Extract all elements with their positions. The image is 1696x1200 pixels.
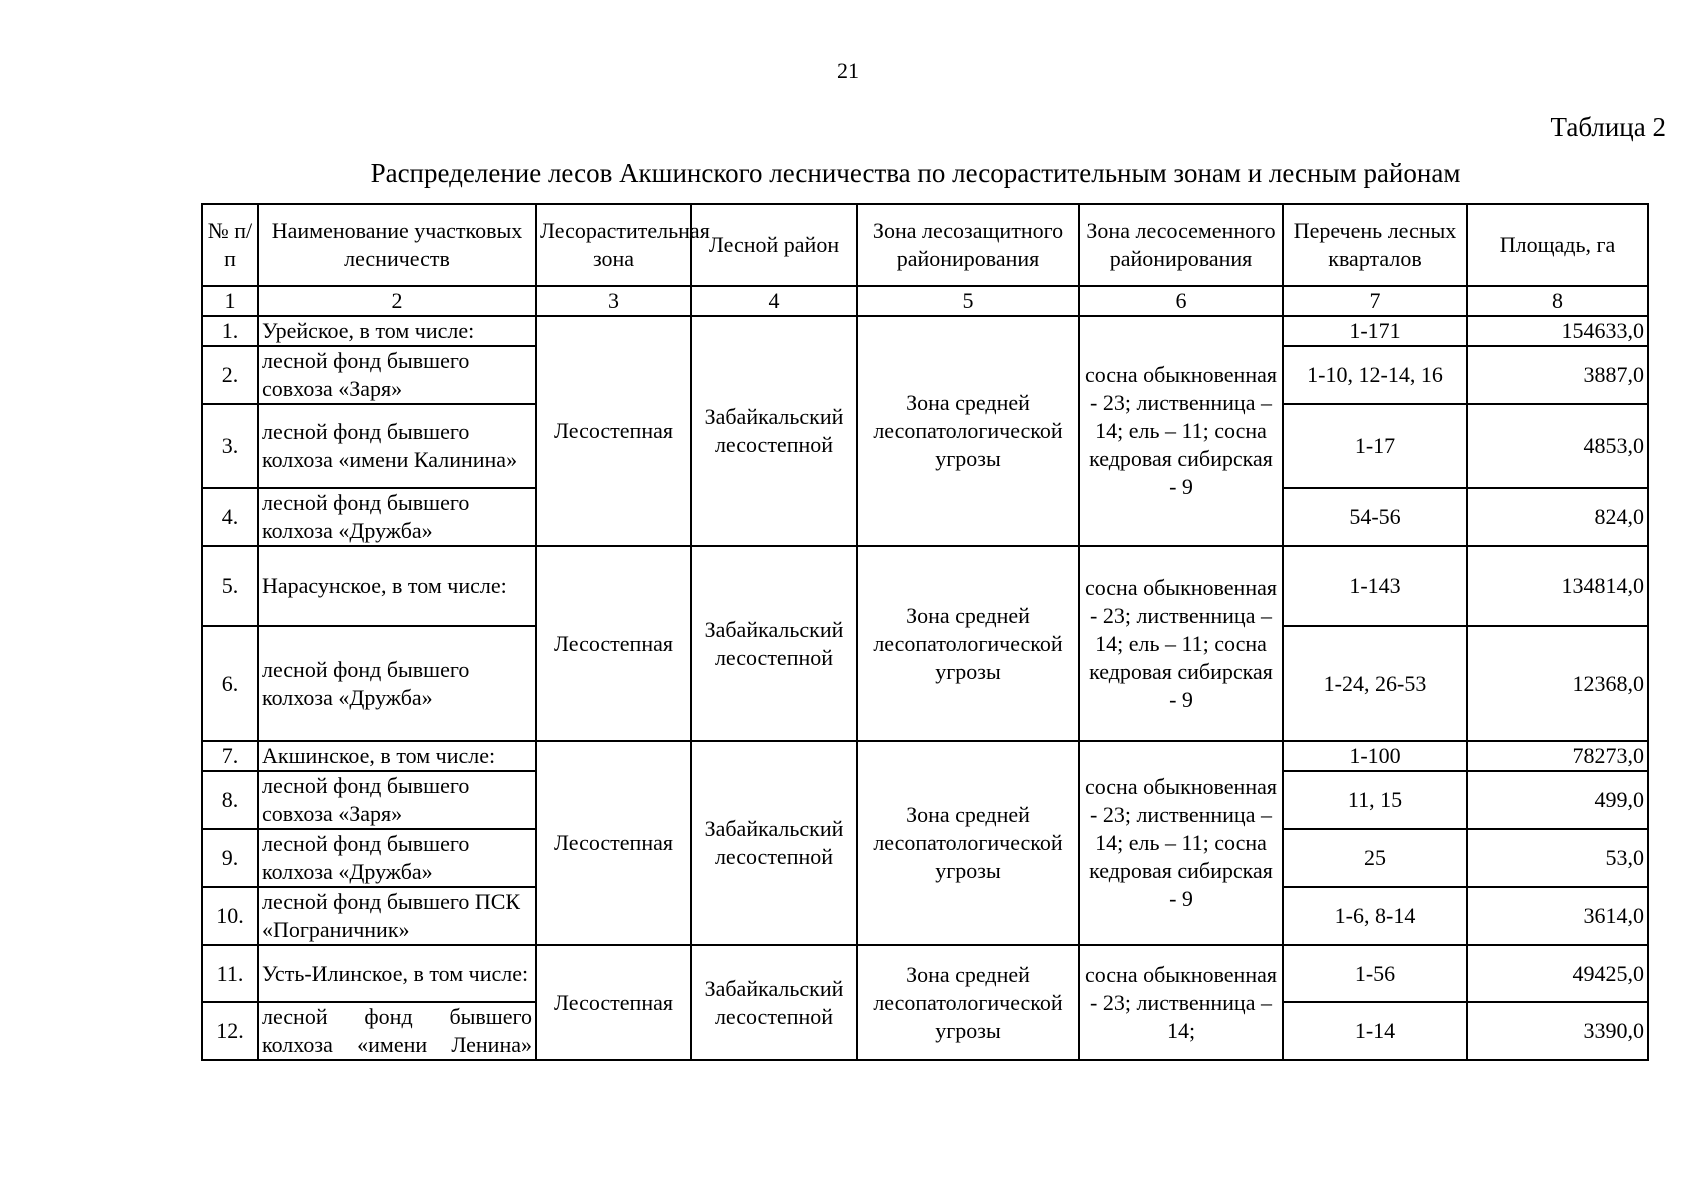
table-row xyxy=(202,546,1648,626)
forestry-name: Акшинское, в том числе: xyxy=(258,741,536,771)
row-number: 1. xyxy=(202,316,258,346)
quarters: 1-171 xyxy=(1283,316,1467,346)
header-number-row xyxy=(202,286,1648,316)
quarters: 11, 15 xyxy=(1283,771,1467,829)
protection-zone: Зона средней лесопатологической угрозы xyxy=(857,546,1079,741)
row-number: 10. xyxy=(202,887,258,945)
row-number: 11. xyxy=(202,945,258,1002)
quarters: 1-56 xyxy=(1283,945,1467,1002)
row-number: 5. xyxy=(202,546,258,626)
header-cell: Наименование участковых лесничеств xyxy=(258,204,536,286)
protection-zone: Зона средней лесопатологической угрозы xyxy=(857,316,1079,546)
page-number: 21 xyxy=(837,58,859,83)
quarters: 1-143 xyxy=(1283,546,1467,626)
forestry-name: Усть-Илинское, в том числе: xyxy=(258,945,536,1002)
forest-district: Забайкальский лесостепной xyxy=(691,945,857,1060)
quarters: 1-6, 8-14 xyxy=(1283,887,1467,945)
row-number: 12. xyxy=(202,1002,258,1060)
area: 824,0 xyxy=(1467,488,1648,546)
vegetation-zone: Лесостепная xyxy=(536,945,691,1060)
forestry-name: лесной фонд бывшего колхоза «Дружба» xyxy=(258,829,536,887)
forestry-name: лесной фонд бывшего ПСК «Пограничник» xyxy=(258,887,536,945)
header-number-cell: 5 xyxy=(857,286,1079,316)
header-number-cell: 1 xyxy=(202,286,258,316)
header-number-cell: 6 xyxy=(1079,286,1283,316)
header-cell: № п/п xyxy=(202,204,258,286)
row-number: 8. xyxy=(202,771,258,829)
quarters: 1-100 xyxy=(1283,741,1467,771)
area: 134814,0 xyxy=(1467,546,1648,626)
area: 12368,0 xyxy=(1467,626,1648,741)
table-row xyxy=(202,741,1648,771)
table-row xyxy=(202,316,1648,346)
area: 78273,0 xyxy=(1467,741,1648,771)
header-number-cell: 4 xyxy=(691,286,857,316)
vegetation-zone: Лесостепная xyxy=(536,546,691,741)
area: 49425,0 xyxy=(1467,945,1648,1002)
header-cell: Перечень лесных кварталов xyxy=(1283,204,1467,286)
quarters: 1-14 xyxy=(1283,1002,1467,1060)
header-number-cell: 7 xyxy=(1283,286,1467,316)
area: 4853,0 xyxy=(1467,404,1648,488)
quarters: 1-24, 26-53 xyxy=(1283,626,1467,741)
row-number: 2. xyxy=(202,346,258,404)
forestry-name: лесной фонд бывшего колхоза «Дружба» xyxy=(258,488,536,546)
header-row xyxy=(202,204,1648,286)
row-number: 9. xyxy=(202,829,258,887)
forest-district: Забайкальский лесостепной xyxy=(691,316,857,546)
seed-zone: сосна обыкновенная - 23; лиственница – 14; xyxy=(1079,945,1283,1060)
area: 3614,0 xyxy=(1467,887,1648,945)
forestry-name: Нарасунское, в том числе: xyxy=(258,546,536,626)
forest-district: Забайкальский лесостепной xyxy=(691,741,857,945)
vegetation-zone: Лесостепная xyxy=(536,741,691,945)
header-cell: Зона лесозащитного районирования xyxy=(857,204,1079,286)
header-number-cell: 8 xyxy=(1467,286,1648,316)
header-cell: Зона лесосеменного районирования xyxy=(1079,204,1283,286)
row-number: 7. xyxy=(202,741,258,771)
forestry-name: лесной фонд бывшего колхоза «имени Ленина» xyxy=(258,1002,536,1060)
row-number: 4. xyxy=(202,488,258,546)
quarters: 54-56 xyxy=(1283,488,1467,546)
seed-zone: сосна обыкновенная - 23; лиственница – 14; ель – 11; сосна кедровая сибирская - 9 xyxy=(1079,546,1283,741)
forestry-name: лесной фонд бывшего совхоза «Заря» xyxy=(258,771,536,829)
quarters: 1-17 xyxy=(1283,404,1467,488)
seed-zone: сосна обыкновенная - 23; лиственница – 14; ель – 11; сосна кедровая сибирская - 9 xyxy=(1079,741,1283,945)
seed-zone: сосна обыкновенная - 23; лиственница – 14; ель – 11; сосна кедровая сибирская - 9 xyxy=(1079,316,1283,546)
row-number: 3. xyxy=(202,404,258,488)
area: 3390,0 xyxy=(1467,1002,1648,1060)
forestry-name: лесной фонд бывшего совхоза «Заря» xyxy=(258,346,536,404)
table-row xyxy=(202,945,1648,1002)
forest-distribution-table xyxy=(201,203,1649,1061)
forestry-name: лесной фонд бывшего колхоза «Дружба» xyxy=(258,626,536,741)
protection-zone: Зона средней лесопатологической угрозы xyxy=(857,741,1079,945)
table-label: Таблица 2 xyxy=(1550,112,1666,142)
header-cell: Лесорастительная зона xyxy=(536,204,691,286)
header-number-cell: 2 xyxy=(258,286,536,316)
area: 53,0 xyxy=(1467,829,1648,887)
header-number-cell: 3 xyxy=(536,286,691,316)
vegetation-zone: Лесостепная xyxy=(536,316,691,546)
quarters: 1-10, 12-14, 16 xyxy=(1283,346,1467,404)
forestry-name: лесной фонд бывшего колхоза «имени Калинина» xyxy=(258,404,536,488)
header-cell: Лесной район xyxy=(691,204,857,286)
area: 499,0 xyxy=(1467,771,1648,829)
protection-zone: Зона средней лесопатологической угрозы xyxy=(857,945,1079,1060)
forest-district: Забайкальский лесостепной xyxy=(691,546,857,741)
forestry-name: Урейское, в том числе: xyxy=(258,316,536,346)
area: 154633,0 xyxy=(1467,316,1648,346)
row-number: 6. xyxy=(202,626,258,741)
table-title: Распределение лесов Акшинского лесничества по лесорастительным зонам и лесным районам xyxy=(370,158,1461,188)
area: 3887,0 xyxy=(1467,346,1648,404)
header-cell: Площадь, га xyxy=(1467,204,1648,286)
quarters: 25 xyxy=(1283,829,1467,887)
